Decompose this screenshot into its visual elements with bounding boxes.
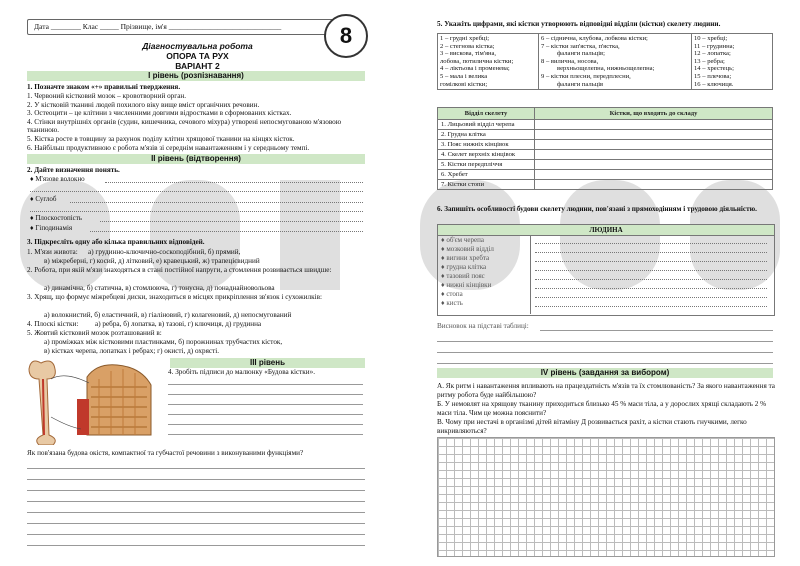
- skeleton-table: [437, 107, 773, 190]
- answer-line[interactable]: [27, 501, 365, 502]
- task1-item: 5. Кістка росте в товщину за рахунок поділу клітин хрящової тканини на кінцях кісток.: [27, 135, 295, 143]
- feature-item: ♦ вигини хребта: [441, 254, 490, 262]
- name-label: Прізвище, ім'я: [120, 22, 167, 31]
- level2-band: ІІ рівень (відтворення): [27, 154, 365, 164]
- work-title: Діагностувальна робота: [142, 41, 253, 51]
- bone-illustration: [27, 357, 165, 445]
- feature-item: ♦ грудна клітка: [441, 263, 487, 271]
- answer-line[interactable]: [70, 202, 363, 203]
- table-row: 5. Кістки передпліччя: [438, 160, 773, 170]
- label-line[interactable]: [168, 434, 363, 435]
- answer-line[interactable]: [27, 545, 365, 546]
- task1-item: 6. Найбільш продуктивною є робота м'язів зі середнім навантаженням і у середньому темпі.: [27, 143, 310, 152]
- answer-cell[interactable]: [535, 180, 773, 190]
- q1: 1. М'язи живота:: [27, 248, 78, 256]
- answer-line[interactable]: [30, 211, 363, 212]
- level1-band: І рівень (розпізнавання): [27, 71, 365, 81]
- q1-options: в) міжреберні, г) косий, д) літковий, е) кравецький, ж) трапецієвидний: [44, 257, 260, 265]
- answer-cell[interactable]: [535, 120, 773, 130]
- answer-line[interactable]: [27, 468, 365, 469]
- feature-item: ♦ об'єм черепа: [441, 236, 484, 244]
- answer-line[interactable]: [437, 341, 773, 342]
- q1-options: а) грудинно-ключично-соскоподібний, б) прямий,: [88, 248, 241, 256]
- q4: 4. Плоскі кістки:: [27, 320, 79, 328]
- divider: [530, 235, 531, 314]
- topic-title: ОПОРА ТА РУХ: [166, 51, 229, 61]
- answer-line[interactable]: [437, 363, 773, 364]
- answer-line[interactable]: [27, 490, 365, 491]
- label-line[interactable]: [168, 404, 363, 405]
- label-line[interactable]: [168, 384, 363, 385]
- answer-line[interactable]: [437, 352, 773, 353]
- grade-badge: 8: [324, 14, 368, 58]
- date-label: Дата: [34, 22, 49, 31]
- task-a: А. Як ритм і навантаження впливають на працездатність м'язів та їх стомлюваність? За якого навантаження та ритму робота буде найбільшою?: [437, 382, 775, 399]
- bones-col3: 10 – хребці; 11 – грудинна; 12 – лопатка; 13 – ребра; 14 – хрестець; 15 – плечова; 16 – ключиця.: [692, 34, 773, 90]
- col-head-bones: Кістки, що входять до складу: [535, 108, 773, 120]
- answer-line[interactable]: [100, 221, 363, 222]
- col-head-part: Відділ скелету: [438, 108, 535, 120]
- answer-line[interactable]: [535, 306, 767, 307]
- table-row: 6. Хребет: [438, 170, 773, 180]
- term-item: ♦ Гіподинамія: [30, 224, 73, 232]
- answer-line[interactable]: [535, 261, 767, 262]
- human-head: ЛЮДИНА: [438, 225, 774, 236]
- task3-title: 3. Підкресліть одну або кілька правильних відповідей.: [27, 238, 205, 246]
- task1-item: 2. У кістковій тканині людей похилого віку вище вміст органічних речовин.: [27, 100, 260, 109]
- task1-item: 1. Червоний кістковий мозок – кровотворний орган.: [27, 92, 187, 100]
- term-item: ♦ Суглоб: [30, 195, 57, 203]
- task-b: Б. У немовлят на хрящову тканину приходиться близько 45 % маси тіла, а у дорослих хрящі складають 2 % маси тіла. Чим це можна пояснити?: [437, 400, 767, 417]
- table-row: 7. Кістки стопи: [438, 180, 773, 190]
- left-page: [0, 0, 395, 566]
- table-row: 4. Скелет верхніх кінцівок: [438, 150, 773, 160]
- answer-grid[interactable]: [437, 437, 775, 557]
- task1-item: 4. Стінки внутрішніх органів (судин, кишечника, сечового міхура) утворені непосмугованою м'язовою тканиною.: [27, 117, 342, 135]
- task5-title: 5. Укажіть цифрами, які кістки утворюють відповідні відділи (кістки) скелету людини.: [437, 20, 721, 28]
- level3-question: Як пов'язана будова окістя, компактної та губчастої речовини з виконуваними функціями?: [27, 449, 304, 457]
- class-label: Клас: [82, 22, 99, 31]
- task6-title: 6. Запишіть особливості будови скелету людини, пов'язані з прямоходінням і трудовою діяльністю.: [437, 205, 757, 213]
- conclusion-label: Висновок на підставі таблиці:: [437, 322, 529, 330]
- q5: 5. Жовтий кістковий мозок розташований в:: [27, 329, 162, 337]
- answer-cell[interactable]: [535, 140, 773, 150]
- task1-item: 3. Остеоцити – це клітини з численними довгими відростками в сформованих кістках.: [27, 109, 292, 118]
- answer-line[interactable]: [535, 297, 767, 298]
- answer-cell[interactable]: [535, 160, 773, 170]
- answer-cell[interactable]: [535, 150, 773, 160]
- q3-options: а) волокнистий, б) еластичний, в) гіаліновий, г) колагеновий, д) непосмугований: [44, 311, 292, 319]
- level3-band: ІІІ рівень: [170, 358, 365, 368]
- q5-options: в) кістках черепа, лопатках і ребрах; г) окисті, д) охрясті.: [44, 347, 220, 355]
- q2: 2. Робота, при якій м'язи знаходяться в стані постійної напруги, а стомлення розвивається швидше:: [27, 266, 332, 274]
- q5-options: а) проміжках між кістковими пластинками, б) порожнинах трубчастих кісток,: [44, 338, 283, 346]
- answer-line[interactable]: [105, 182, 363, 183]
- table-row: 3. Пояс нижніх кінцівок: [438, 140, 773, 150]
- answer-line[interactable]: [90, 231, 363, 232]
- table-row: 1. Лицьовий відділ черепа: [438, 120, 773, 130]
- q2-options: а) динамічна, б) статична, в) стомлююча, г) тонусна, д) понаднайновольова: [44, 284, 275, 292]
- bones-legend-table: [437, 33, 773, 90]
- label-line[interactable]: [168, 414, 363, 415]
- answer-cell[interactable]: [535, 130, 773, 140]
- answer-line[interactable]: [27, 523, 365, 524]
- answer-line[interactable]: [535, 270, 767, 271]
- answer-line[interactable]: [27, 534, 365, 535]
- table-row: 2. Грудна клітка: [438, 130, 773, 140]
- task-v: В. Чому при нестачі в організмі дітей вітаміну Д розвивається рахіт, а кістки стають гнучкими, легко викривляються?: [437, 418, 747, 435]
- feature-item: ♦ мозковий відділ: [441, 245, 494, 253]
- term-item: ♦ Плоскостопість: [30, 214, 83, 222]
- label-line[interactable]: [168, 394, 363, 395]
- level4-band: IV рівень (завдання за вибором): [437, 368, 773, 378]
- q3: 3. Хрящ, що формує міжребцеві диски, знаходиться в місцях прикріплення зв'язок і сухожилків:: [27, 293, 322, 301]
- q4-options: а) ребра, б) лопатка, в) тазові, г) ключиця, д) грудинна: [95, 320, 262, 328]
- answer-line[interactable]: [30, 191, 363, 192]
- answer-line[interactable]: [535, 243, 767, 244]
- bones-col1: 1 – грудні хребці; 2 – стегнова кістка; 3 – вискова, тім'яна, лобова, потилична кістки; 4 – ліктьова і променева; 5 – мала і велика гомілкові кістки;: [438, 34, 539, 90]
- answer-cell[interactable]: [535, 170, 773, 180]
- bones-col2: 6 – сіднична, клубова, лобкова кістки; 7 – кістки зап'ястка, п'ястка, фаланги пальців; 8 – вилична, носова, верхньощелепна, нижньощелепна; 9 – кістки плесни, передплесни, фаланги пальців: [539, 34, 692, 90]
- variant-title: ВАРІАНТ 2: [175, 61, 220, 71]
- task1-title: 1. Позначте знаком «+» правильні твердження.: [27, 83, 181, 91]
- feature-item: ♦ нижні кінцівки: [441, 281, 492, 289]
- task2-title: 2. Дайте визначення понять.: [27, 166, 120, 174]
- feature-item: ♦ тазовий пояс: [441, 272, 485, 280]
- feature-item: ♦ стопа: [441, 290, 463, 298]
- feature-item: ♦ кисть: [441, 299, 463, 307]
- answer-line[interactable]: [27, 512, 365, 513]
- term-item: ♦ М'язове волокно: [30, 175, 85, 183]
- answer-line[interactable]: [535, 279, 767, 280]
- answer-line[interactable]: [540, 330, 773, 331]
- answer-line[interactable]: [535, 288, 767, 289]
- label-line[interactable]: [168, 424, 363, 425]
- task4-title: 4. Зробіть підписи до малюнку «Будова кістки».: [168, 368, 316, 376]
- student-header: Дата ________ Клас _____ Прізвище, ім'я ______________________________: [27, 19, 335, 35]
- answer-line[interactable]: [27, 479, 365, 480]
- answer-line[interactable]: [535, 252, 767, 253]
